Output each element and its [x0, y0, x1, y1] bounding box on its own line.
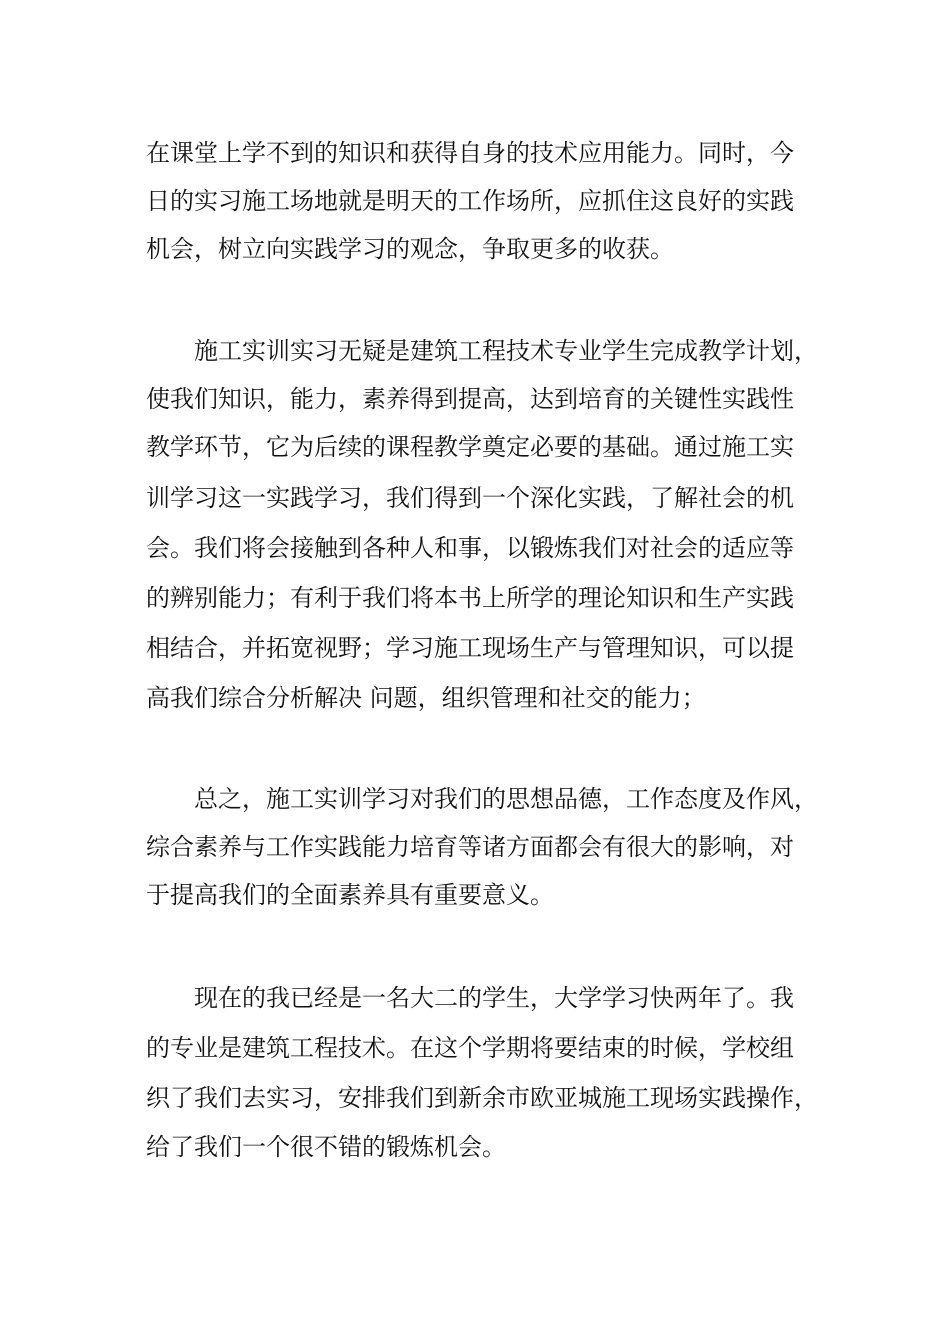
paragraph-line: 织了我们去实习，安排我们到新余市欧亚城施工现场实践操作，	[146, 1084, 818, 1112]
paragraph-line: 日的实习施工场地就是明天的工作场所，应抓住这良好的实践	[146, 187, 794, 215]
paragraph-line: 在课堂上学不到的知识和获得自身的技术应用能力。同时，今	[146, 139, 794, 167]
paragraph-line: 教学环节，它为后续的课程教学奠定必要的基础。通过施工实	[146, 433, 794, 461]
paragraph-line: 施工实训实习无疑是建筑工程技术专业学生完成教学计划，	[194, 337, 818, 365]
paragraph-line: 于提高我们的全面素养具有重要意义。	[146, 881, 554, 909]
paragraph-line: 的辨别能力；有利于我们将本书上所学的理论知识和生产实践	[146, 584, 794, 612]
paragraph-line: 综合素养与工作实践能力培育等诸方面都会有很大的影响，对	[146, 833, 794, 861]
paragraph-line: 相结合，并拓宽视野；学习施工现场生产与管理知识，可以提	[146, 634, 794, 662]
paragraph-line: 给了我们一个很不错的锻炼机会。	[146, 1133, 506, 1161]
paragraph-line: 会。我们将会接触到各种人和事，以锻炼我们对社会的适应等	[146, 534, 794, 562]
paragraph-line: 总之，施工实训学习对我们的思想品德，工作态度及作风，	[194, 785, 818, 813]
paragraph-line: 高我们综合分析解决 问题，组织管理和社交的能力；	[146, 684, 706, 712]
paragraph-line: 机会，树立向实践学习的观念，争取更多的收获。	[146, 235, 674, 263]
paragraph-line: 现在的我已经是一名大二的学生，大学学习快两年了。我	[194, 984, 794, 1012]
paragraph-line: 的专业是建筑工程技术。在这个学期将要结束的时候，学校组	[146, 1034, 794, 1062]
paragraph-line: 使我们知识，能力，素养得到提高，达到培育的关键性实践性	[146, 385, 794, 413]
paragraph-line: 训学习这一实践学习，我们得到一个深化实践，了解社会的机	[146, 484, 794, 512]
